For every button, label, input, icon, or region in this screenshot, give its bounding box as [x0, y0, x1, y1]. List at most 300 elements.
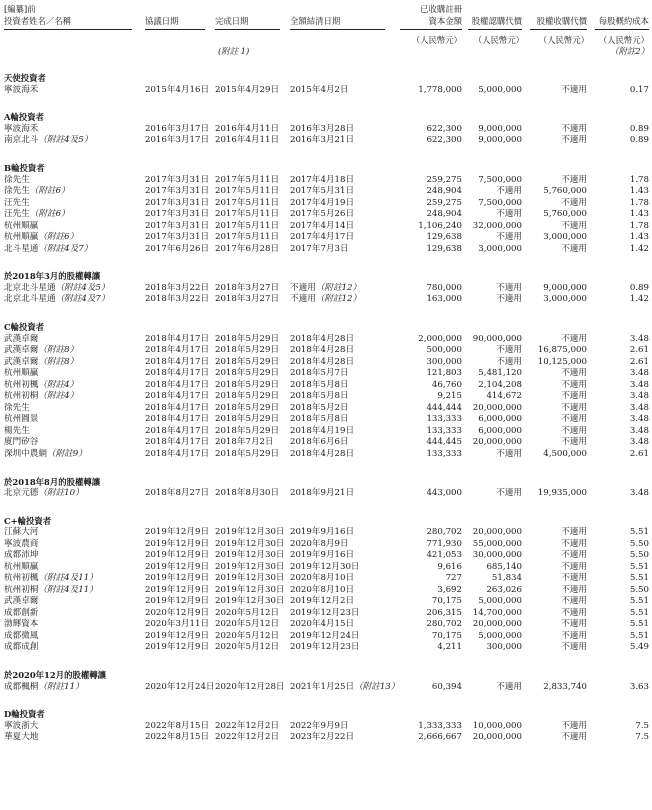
agreement-date-cell: 2019年12月9日: [145, 596, 210, 607]
acquisition-price-cell: 不適用: [561, 402, 587, 413]
registered-capital-cell: 444,444: [426, 402, 462, 413]
subscription-price-cell: 5,000,000: [478, 596, 522, 607]
section-heading: C+輪投資者: [4, 515, 52, 526]
cost-per-share-cell: 3.48: [629, 391, 649, 402]
completion-date-cell: 2018年5月29日: [215, 425, 280, 436]
subscription-price-cell: 6,000,000: [478, 414, 522, 425]
registered-capital-cell: 70,175: [431, 630, 462, 641]
agreement-date-cell: 2017年3月31日: [145, 232, 210, 243]
settlement-date-cell: 2023年2月22日: [290, 732, 355, 743]
agreement-date-cell: 2018年4月17日: [145, 379, 210, 390]
subscription-price-cell: 20,000,000: [472, 732, 522, 743]
cost-per-share-cell: 1.43: [629, 232, 649, 243]
investor-name-cell: 杭州初楓（附註4及11）: [4, 573, 98, 584]
completion-date-cell: 2016年4月11日: [215, 135, 280, 146]
settlement-date-cell: 2019年12月30日: [290, 561, 360, 572]
cost-per-share-cell: 5.51: [629, 596, 649, 607]
investor-note: （附註4及11）: [38, 573, 98, 584]
cost-per-share-cell: 0.89: [629, 135, 649, 146]
agreement-date-cell: 2017年6月26日: [145, 243, 210, 254]
agreement-date-cell: 2018年3月22日: [145, 294, 210, 305]
subscription-price-cell: 不適用: [496, 294, 522, 305]
completion-date-cell: 2019年12月30日: [215, 573, 285, 584]
registered-capital-cell: 70,175: [431, 596, 462, 607]
agreement-date-cell: 2018年4月17日: [145, 345, 210, 356]
registered-capital-cell: 3,692: [437, 584, 462, 595]
acquisition-price-cell: 3,000,000: [543, 232, 587, 243]
header-rule-completion: [215, 29, 280, 30]
completion-date-cell: 2017年5月11日: [215, 209, 280, 220]
investor-note: （附註4及5）: [38, 135, 93, 146]
investor-name-cell: 汪先生: [4, 197, 30, 208]
registered-capital-cell: 248,904: [426, 186, 462, 197]
registered-capital-cell: 133,333: [426, 448, 462, 459]
cost-per-share-cell: 2.61: [629, 345, 649, 356]
settlement-date-cell: 2018年9月21日: [290, 488, 355, 498]
completion-date-cell: 2018年5月29日: [215, 345, 280, 356]
acquisition-price-cell: 10,125,000: [537, 356, 587, 367]
investor-note: （附註4）: [38, 379, 79, 390]
acquisition-price-cell: 16,875,000: [537, 345, 587, 356]
investor-name-cell: 杭州初楓（附註4）: [4, 379, 79, 390]
registered-capital-cell: 444,445: [426, 437, 462, 448]
settlement-date-cell: 2020年8月10日: [290, 573, 355, 584]
header-capital-line1: 已收購註冊: [420, 4, 462, 14]
settlement-date-text: 不適用: [290, 294, 316, 305]
settlement-date-cell: 2017年4月17日: [290, 232, 355, 243]
subscription-price-cell: 685,140: [486, 561, 522, 572]
cost-per-share-cell: 3.48: [629, 368, 649, 379]
investor-name-cell: 楊先生: [4, 425, 30, 436]
settlement-date-cell: [290, 283, 361, 294]
header-rule-subscription: [468, 29, 522, 30]
header-rule-settlement: [290, 29, 385, 30]
registered-capital-cell: 280,702: [426, 527, 462, 538]
agreement-date-cell: 2019年12月9日: [145, 642, 210, 653]
subscription-price-cell: 414,672: [486, 391, 522, 402]
acquisition-price-cell: 不適用: [561, 573, 587, 584]
completion-date-cell: 2020年5月12日: [215, 607, 280, 618]
settlement-date-cell: 2017年5月31日: [290, 186, 355, 197]
header-note-2: （附註2）: [610, 46, 649, 56]
acquisition-price-cell: 不適用: [561, 732, 587, 743]
settlement-date-cell: 2019年12月23日: [290, 642, 360, 653]
investor-name-cell: 杭州初桐（附註4及11）: [4, 584, 98, 595]
acquisition-price-cell: 不適用: [561, 607, 587, 618]
investor-name-cell: 北斗星通（附註4及7）: [4, 243, 93, 254]
completion-date-cell: 2019年12月30日: [215, 550, 285, 561]
completion-date-cell: 2022年12月2日: [215, 720, 280, 731]
header-note-1: (附註 1): [218, 46, 250, 56]
completion-date-cell: 2017年5月11日: [215, 232, 280, 243]
completion-date-cell: 2019年12月30日: [215, 584, 285, 595]
header-unit-subscription: （人民幣元）: [473, 35, 524, 45]
agreement-date-cell: 2019年12月9日: [145, 527, 210, 538]
investor-name-cell: 武漢卓爾（附註8）: [4, 356, 79, 367]
registered-capital-cell: 259,275: [426, 197, 462, 208]
acquisition-price-cell: 不適用: [561, 135, 587, 146]
completion-date-cell: 2018年5月29日: [215, 333, 280, 344]
header-rule-investor: [4, 29, 132, 30]
settlement-date-cell: [290, 294, 361, 305]
agreement-date-cell: 2017年3月31日: [145, 209, 210, 220]
settlement-date-cell: 2018年5月8日: [290, 379, 349, 390]
section-heading: C輪投資者: [4, 322, 45, 333]
agreement-date-cell: 2017年3月31日: [145, 197, 210, 208]
subscription-price-cell: 10,000,000: [472, 720, 522, 731]
subscription-price-cell: 20,000,000: [472, 527, 522, 538]
subscription-price-cell: 6,000,000: [478, 425, 522, 436]
cost-per-share-cell: 3.48: [629, 379, 649, 390]
registered-capital-cell: 300,000: [426, 356, 462, 367]
subscription-price-cell: 不適用: [496, 209, 522, 220]
registered-capital-cell: 129,638: [426, 232, 462, 243]
acquisition-price-cell: 不適用: [561, 550, 587, 561]
settlement-date-cell: 2018年5月8日: [290, 414, 349, 425]
investor-note: （附註8）: [38, 356, 79, 367]
investor-name-cell: 寧波浙大: [4, 720, 39, 731]
subscription-price-cell: 不適用: [496, 186, 522, 197]
header-unit-cost: （人民幣元）: [598, 35, 649, 45]
acquisition-price-cell: 不適用: [561, 619, 587, 630]
subscription-price-cell: 不適用: [496, 488, 522, 498]
acquisition-price-cell: 不適用: [561, 584, 587, 595]
header-cost-per-share: 每股概約成本: [598, 16, 649, 26]
agreement-date-cell: 2018年4月17日: [145, 414, 210, 425]
cost-per-share-cell: 5.51: [629, 619, 649, 630]
investor-name-cell: 武漢卓爾（附註8）: [4, 345, 79, 356]
cost-per-share-cell: 0.17: [629, 84, 649, 95]
agreement-date-cell: 2018年4月17日: [145, 391, 210, 402]
cost-per-share-cell: 2.61: [629, 448, 649, 459]
cost-per-share-cell: 5.51: [629, 561, 649, 572]
settlement-date-cell: 2018年4月28日: [290, 356, 355, 367]
agreement-date-cell: 2017年3月31日: [145, 220, 210, 231]
cost-per-share-cell: 1.42: [629, 243, 649, 254]
header-rule-cost: [595, 29, 649, 30]
registered-capital-cell: 206,315: [426, 607, 462, 618]
settlement-date-cell: 2017年7月3日: [290, 243, 349, 254]
registered-capital-cell: 280,702: [426, 619, 462, 630]
agreement-date-cell: 2022年8月15日: [145, 732, 210, 743]
agreement-date-cell: 2018年4月17日: [145, 448, 210, 459]
investor-note: （附註8）: [38, 345, 79, 356]
header-completion-date: 完成日期: [215, 16, 249, 26]
investor-name-cell: 杭州圓景: [4, 414, 39, 425]
cost-per-share-cell: 3.48: [629, 333, 649, 344]
investor-name-cell: 華夏大地: [4, 732, 39, 743]
agreement-date-cell: 2020年3月11日: [145, 619, 210, 630]
agreement-date-cell: 2019年12月9日: [145, 550, 210, 561]
acquisition-price-cell: 不適用: [561, 720, 587, 731]
subscription-price-cell: 30,000,000: [472, 550, 522, 561]
completion-date-cell: 2017年6月28日: [215, 243, 280, 254]
investor-name-cell: 杭州順贏（附註6）: [4, 232, 79, 243]
registered-capital-cell: 2,666,667: [418, 732, 462, 743]
agreement-date-cell: 2018年4月17日: [145, 425, 210, 436]
header-rule-agreement: [145, 29, 205, 30]
section-heading: 於2018年8月的股權轉讓: [4, 476, 101, 487]
acquisition-price-cell: 不適用: [561, 84, 587, 95]
registered-capital-cell: 133,333: [426, 414, 462, 425]
investor-name-cell: 深圳中農網（附註9）: [4, 448, 87, 459]
cost-per-share-cell: 0.89: [629, 123, 649, 134]
acquisition-price-cell: 不適用: [561, 561, 587, 572]
header-rule-capital: [400, 29, 462, 30]
completion-date-cell: 2016年4月11日: [215, 123, 280, 134]
cost-per-share-cell: 7.5: [635, 720, 649, 731]
cost-per-share-cell: 5.50: [629, 584, 649, 595]
registered-capital-cell: 622,300: [426, 123, 462, 134]
settlement-date-cell: 2018年4月28日: [290, 448, 355, 459]
subscription-price-cell: 9,000,000: [478, 123, 522, 134]
registered-capital-cell: 622,300: [426, 135, 462, 146]
header-subscription-price: 股權認購代價: [471, 16, 522, 26]
settlement-date-cell: 2019年12月23日: [290, 607, 360, 618]
investor-name-cell: 成都沛坤: [4, 550, 39, 561]
subscription-price-cell: 9,000,000: [478, 135, 522, 146]
registered-capital-cell: 259,275: [426, 174, 462, 185]
settlement-note: （附註13）: [354, 681, 400, 692]
acquisition-price-cell: 不適用: [561, 123, 587, 134]
subscription-price-cell: 不適用: [496, 448, 522, 459]
agreement-date-cell: 2016年3月17日: [145, 123, 210, 134]
cost-per-share-cell: 3.48: [629, 414, 649, 425]
settlement-date-cell: 2020年8月9日: [290, 538, 349, 549]
subscription-price-cell: 20,000,000: [472, 437, 522, 448]
registered-capital-cell: 1,106,240: [418, 220, 462, 231]
settlement-date-cell: 2019年9月16日: [290, 550, 355, 561]
registered-capital-cell: 771,930: [426, 538, 462, 549]
completion-date-cell: 2018年5月29日: [215, 368, 280, 379]
settlement-date-cell: 2020年8月10日: [290, 584, 355, 595]
header-investor-line1: [編纂]前: [4, 4, 36, 14]
settlement-date-cell: 2019年12月24日: [290, 630, 360, 641]
settlement-date-cell: 2019年12月2日: [290, 596, 355, 607]
completion-date-cell: 2018年5月29日: [215, 414, 280, 425]
completion-date-cell: 2018年5月29日: [215, 356, 280, 367]
completion-date-cell: 2019年12月30日: [215, 538, 285, 549]
cost-per-share-cell: 3.48: [629, 402, 649, 413]
acquisition-price-cell: 不適用: [561, 527, 587, 538]
acquisition-price-cell: 不適用: [561, 437, 587, 448]
settlement-date-cell: 2016年3月28日: [290, 123, 355, 134]
subscription-price-cell: 3,000,000: [478, 243, 522, 254]
agreement-date-cell: 2018年8月27日: [145, 488, 210, 498]
agreement-date-cell: 2020年12月24日: [145, 681, 215, 692]
acquisition-price-cell: 不適用: [561, 220, 587, 231]
cost-per-share-cell: 2.61: [629, 356, 649, 367]
agreement-date-cell: 2020年12月9日: [145, 607, 210, 618]
settlement-date-cell: 2017年4月14日: [290, 220, 355, 231]
agreement-date-cell: 2018年4月17日: [145, 368, 210, 379]
cost-per-share-cell: 5.49: [629, 642, 649, 653]
acquisition-price-cell: 不適用: [561, 538, 587, 549]
registered-capital-cell: 129,638: [426, 243, 462, 254]
acquisition-price-cell: 不適用: [561, 425, 587, 436]
investor-name-cell: 成都楓桐（附註11）: [4, 681, 84, 692]
settlement-date-cell: 2017年4月19日: [290, 197, 355, 208]
subscription-price-cell: 263,026: [486, 584, 522, 595]
acquisition-price-cell: 不適用: [561, 630, 587, 641]
cost-per-share-cell: 5.51: [629, 607, 649, 618]
investor-note: （附註4及5）: [55, 282, 110, 293]
cost-per-share-cell: 3.63: [629, 681, 649, 692]
settlement-date-text: 不適用: [290, 282, 316, 293]
section-heading: A輪投資者: [4, 112, 44, 123]
acquisition-price-cell: 不適用: [561, 243, 587, 254]
registered-capital-cell: 727: [445, 573, 462, 584]
acquisition-price-cell: 不適用: [561, 174, 587, 185]
agreement-date-cell: 2019年12月9日: [145, 538, 210, 549]
completion-date-cell: 2018年7月2日: [215, 437, 274, 448]
registered-capital-cell: 1,333,333: [418, 720, 462, 731]
header-investor-line2: 投資者姓名／名稱: [4, 16, 71, 26]
acquisition-price-cell: 9,000,000: [543, 282, 587, 293]
cost-per-share-cell: 5.50: [629, 538, 649, 549]
investor-note: （附註4及11）: [38, 584, 98, 595]
cost-per-share-cell: 3.48: [629, 437, 649, 448]
registered-capital-cell: 2,000,000: [418, 333, 462, 344]
agreement-date-cell: 2018年3月22日: [145, 282, 210, 293]
subscription-price-cell: 7,500,000: [478, 174, 522, 185]
cost-per-share-cell: 5.51: [629, 630, 649, 641]
investor-note: （附註4及7）: [55, 294, 110, 305]
acquisition-price-cell: 不適用: [561, 333, 587, 344]
cost-per-share-cell: 5.51: [629, 527, 649, 538]
investor-name-cell: 徐先生（附註6）: [4, 186, 70, 197]
settlement-date-cell: 2017年5月26日: [290, 209, 355, 220]
cost-per-share-cell: 3.48: [629, 488, 649, 498]
investor-name-cell: 武漢卓爾: [4, 333, 39, 344]
acquisition-price-cell: 5,760,000: [543, 209, 587, 220]
subscription-price-cell: 55,000,000: [472, 538, 522, 549]
agreement-date-cell: 2016年3月17日: [145, 135, 210, 146]
investor-note: （附註6）: [38, 232, 79, 243]
acquisition-price-cell: 19,935,000: [537, 488, 587, 498]
subscription-price-cell: 7,500,000: [478, 197, 522, 208]
agreement-date-cell: 2019年12月9日: [145, 573, 210, 584]
settlement-date-cell: 2016年3月21日: [290, 135, 355, 146]
completion-date-cell: 2018年5月29日: [215, 402, 280, 413]
header-capital-line2: 資本金額: [428, 16, 462, 26]
subscription-price-cell: 5,000,000: [478, 630, 522, 641]
section-heading: 於2020年12月的股權轉讓: [4, 670, 106, 681]
agreement-date-cell: 2022年8月15日: [145, 720, 210, 731]
registered-capital-cell: 133,333: [426, 425, 462, 436]
header-agreement-date: 協議日期: [145, 16, 179, 26]
investor-name-cell: 南京北斗（附註4及5）: [4, 135, 93, 146]
completion-date-cell: 2017年5月11日: [215, 186, 280, 197]
investor-name-cell: 成都成創: [4, 642, 39, 653]
subscription-price-cell: 不適用: [496, 282, 522, 293]
investor-name-cell: 北京北斗星通（附註4及7）: [4, 294, 110, 305]
header-unit-acquisition: （人民幣元）: [538, 35, 589, 45]
investor-note: （附註4及7）: [38, 243, 93, 254]
acquisition-price-cell: 5,760,000: [543, 186, 587, 197]
subscription-price-cell: 不適用: [496, 356, 522, 367]
investor-note: （附註6）: [29, 209, 70, 220]
subscription-price-cell: 20,000,000: [472, 619, 522, 630]
agreement-date-cell: 2018年4月17日: [145, 333, 210, 344]
cost-per-share-cell: 7.5: [635, 732, 649, 743]
registered-capital-cell: 9,215: [437, 391, 462, 402]
subscription-price-cell: 5,000,000: [478, 84, 522, 95]
settlement-date-cell: 2015年4月2日: [290, 84, 349, 95]
header-settlement-date: 全額結清日期: [290, 16, 341, 26]
registered-capital-cell: 500,000: [426, 345, 462, 356]
subscription-price-cell: 20,000,000: [472, 402, 522, 413]
settlement-date-cell: 2018年6月6日: [290, 437, 349, 448]
investor-name-cell: 成都微風: [4, 630, 39, 641]
acquisition-price-cell: 不適用: [561, 391, 587, 402]
completion-date-cell: 2018年5月29日: [215, 448, 280, 459]
registered-capital-cell: 60,394: [431, 681, 462, 692]
header-unit-capital: （人民幣元）: [411, 35, 462, 45]
settlement-date-text: 2021年1月25日: [290, 681, 355, 692]
agreement-date-cell: 2017年3月31日: [145, 174, 210, 185]
completion-date-cell: 2017年5月11日: [215, 174, 280, 185]
agreement-date-cell: 2018年4月17日: [145, 402, 210, 413]
cost-per-share-cell: 1.78: [629, 197, 649, 208]
registered-capital-cell: 121,803: [426, 368, 462, 379]
settlement-date-cell: 2017年4月18日: [290, 174, 355, 185]
completion-date-cell: 2020年5月12日: [215, 642, 280, 653]
agreement-date-cell: 2018年4月17日: [145, 437, 210, 448]
investor-name-cell: 北京元德（附註10）: [4, 488, 84, 498]
settlement-note: （附註12）: [315, 282, 362, 293]
completion-date-cell: 2019年12月30日: [215, 596, 285, 607]
registered-capital-cell: 163,000: [426, 294, 462, 305]
agreement-date-cell: 2019年12月9日: [145, 630, 210, 641]
settlement-note: （附註12）: [315, 294, 362, 305]
header-acquisition-price: 股權收購代價: [536, 16, 587, 26]
registered-capital-cell: 1,778,000: [418, 84, 462, 95]
investor-name-cell: 寧波農商: [4, 538, 39, 549]
cost-per-share-cell: 1.78: [629, 220, 649, 231]
investor-name-cell: 江蘇大河: [4, 527, 39, 538]
investor-name-cell: 杭州初桐（附註4）: [4, 391, 79, 402]
agreement-date-cell: 2015年4月16日: [145, 84, 210, 95]
investor-name-cell: 寧波海禾: [4, 123, 39, 134]
investor-name-cell: 廈門矽谷: [4, 437, 39, 448]
investor-note: （附註9）: [46, 448, 87, 459]
settlement-date-cell: [290, 682, 399, 693]
investor-name-cell: 渤輝資本: [4, 619, 39, 630]
acquisition-price-cell: 3,000,000: [543, 294, 587, 305]
agreement-date-cell: 2019年12月9日: [145, 561, 210, 572]
settlement-date-cell: 2018年5月8日: [290, 391, 349, 402]
cost-per-share-cell: 1.43: [629, 186, 649, 197]
cost-per-share-cell: 1.78: [629, 174, 649, 185]
subscription-price-cell: 14,700,000: [472, 607, 522, 618]
completion-date-cell: 2018年5月29日: [215, 391, 280, 402]
investor-name-cell: 寧波海禾: [4, 84, 39, 95]
investor-name-cell: 徐先生: [4, 174, 30, 185]
cost-per-share-cell: 3.48: [629, 425, 649, 436]
cost-per-share-cell: 1.43: [629, 209, 649, 220]
section-heading: 天使投資者: [4, 73, 46, 83]
agreement-date-cell: 2018年4月17日: [145, 356, 210, 367]
completion-date-cell: 2018年8月30日: [215, 488, 280, 498]
acquisition-price-cell: 4,500,000: [543, 448, 587, 459]
subscription-price-cell: 90,000,000: [472, 333, 522, 344]
section-heading: 於2018年3月的股權轉讓: [4, 271, 101, 282]
completion-date-cell: 2018年5月29日: [215, 379, 280, 390]
cost-per-share-cell: 1.42: [629, 294, 649, 305]
registered-capital-cell: 46,760: [431, 379, 462, 390]
investor-name-cell: 北京北斗星通（附註4及5）: [4, 282, 110, 293]
